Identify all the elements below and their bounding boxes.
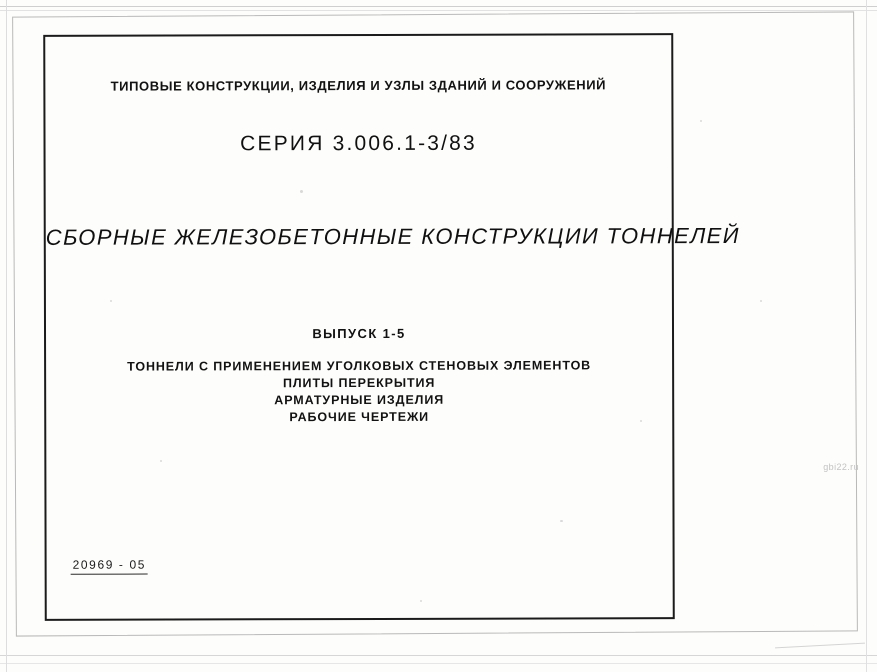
scan-edge-top-secondary (0, 10, 877, 11)
drawing-frame (43, 33, 740, 621)
scan-speckle (300, 190, 303, 193)
title-block (45, 35, 740, 619)
scan-edge-right (866, 0, 867, 672)
scan-speckle (160, 460, 162, 462)
watermark-text: gbi22.ru (823, 462, 859, 472)
scan-speckle (420, 600, 422, 602)
scan-edge-left (6, 0, 7, 672)
subtitle-line-2: ПЛИТЫ ПЕРЕКРЫТИЯ (282, 375, 436, 391)
scan-edge-bottom-secondary (0, 663, 877, 664)
series-number: СЕРИЯ 3.006.1-3/83 (240, 131, 477, 156)
subtitle-block (46, 357, 672, 427)
subtitle-line-4: РАБОЧИЕ ЧЕРТЕЖИ (289, 409, 430, 425)
page-title: СБОРНЫЕ ЖЕЛЕЗОБЕТОННЫЕ КОНСТРУКЦИИ ТОННЕЛЕЙ (45, 223, 740, 250)
scan-speckle (640, 420, 642, 422)
scan-edge-bottom (0, 655, 877, 656)
subtitle-line-1: ТОННЕЛИ С ПРИМЕНЕНИЕМ УГОЛКОВЫХ СТЕНОВЫХ ЭЛЕМЕНТОВ (127, 358, 592, 374)
scan-speckle (760, 300, 762, 302)
subtitle-line-3: АРМАТУРНЫЕ ИЗДЕЛИЯ (274, 392, 445, 408)
scan-edge-top (0, 6, 877, 7)
scan-speckle (700, 120, 702, 122)
document-number-stamp: 20969 - 05 (71, 558, 148, 575)
scan-speckle (110, 300, 112, 302)
document-kind-line: ТИПОВЫЕ КОНСТРУКЦИИ, ИЗДЕЛИЯ И УЗЛЫ ЗДАНИЙ И СООРУЖЕНИЙ (110, 77, 607, 94)
scan-speckle (560, 520, 563, 522)
scan-artefact-line (775, 643, 865, 649)
issue-label: ВЫПУСК 1-5 (312, 325, 406, 342)
